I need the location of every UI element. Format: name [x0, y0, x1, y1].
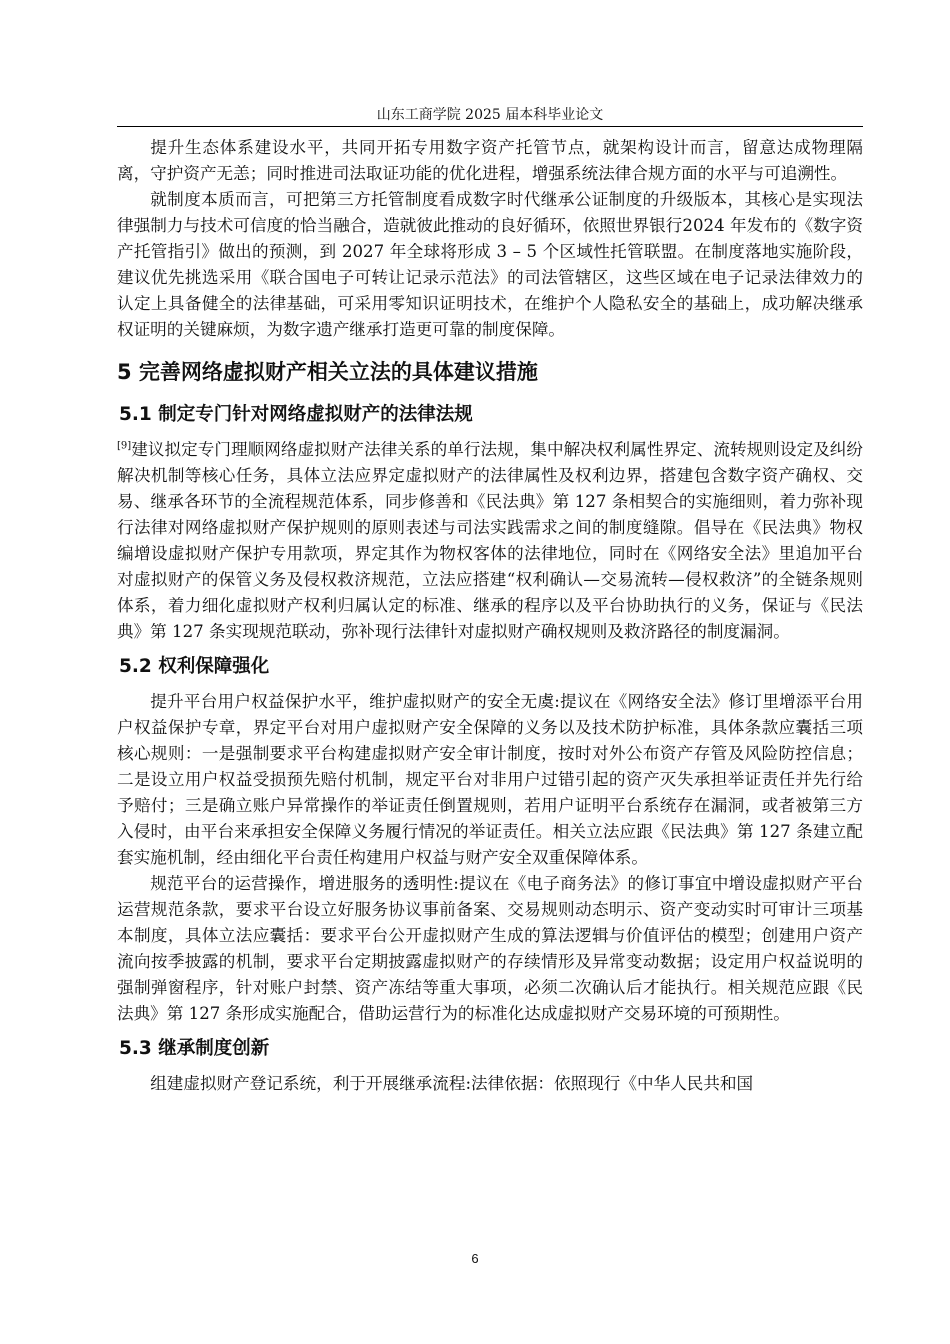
- header-divider: [117, 126, 863, 127]
- section-5-2-paragraph-1: 提升平台用户权益保护水平，维护虚拟财产的安全无虞:提议在《网络安全法》修订里增添平台用户权益保护专章，界定平台对用户虚拟财产安全保障的义务以及技术防护标准，具体条款应囊括三项核心规则：一是强制要求平台构建虚拟财产安全审计制度，按时对外公布资产存管及风险防控信息；二是设立用户权益受损预先赔付机制，规定平台对非用户过错引起的资产灭失承担举证责任并先行给予赔付；三是确立账户异常操作的举证责任倒置规则，若用户证明平台系统存在漏洞，或者被第三方入侵时，由平台来承担安全保障义务履行情况的举证责任。相关立法应跟《民法典》第 127 条建立配套实施机制，经由细化平台责任构建用户权益与财产安全双重保障体系。: [117, 692, 863, 867]
- section-5-3-heading: 5.3 继承制度创新: [119, 1038, 270, 1059]
- intro-paragraph-1: 提升生态体系建设水平，共同开拓专用数字资产托管节点，就架构设计而言，留意达成物理隔离，守护资产无恙；同时推进司法取证功能的优化进程，增强系统法律合规方面的水平与可追溯性。: [117, 138, 863, 183]
- section-5-1-paragraph: [117, 437, 863, 645]
- section-5-2-paragraph-2: 规范平台的运营操作，增进服务的透明性:提议在《电子商务法》的修订事宜中增设虚拟财产平台运营规范条款，要求平台设立好服务协议事前备案、交易规则动态明示、资产变动实时可审计三项基本制度，具体立法应囊括：要求平台公开虚拟财产生成的算法逻辑与价值评估的模型；创建用户资产流向按季披露的机制，要求平台定期披露虚拟财产的存续情形及异常变动数据；设定用户权益说明的强制弹窗程序，针对账户封禁、资产冻结等重大事项，必须二次确认后才能执行。相关规范应跟《民法典》第 127 条形成实施配合，借助运营行为的标准化达成虚拟财产交易环境的可预期性。: [117, 874, 863, 1023]
- document-body: [117, 135, 863, 1097]
- section-5-1-text: 建议拟定专门理顺网络虚拟财产法律关系的单行法规，集中解决权利属性界定、流转规则设定及纠纷解决机制等核心任务，具体立法应界定虚拟财产的法律属性及权利边界，搭建包含数字资产确权、交易、继承各环节的全流程规范体系，同步修善和《民法典》第 127 条相契合的实施细则，着力弥补现行法律对网络虚拟财产保护规则的原则表述与司法实践需求之间的制度缝隙。倡导在《民法典》物权编增设虚拟财产保护专用款项，界定其作为物权客体的法律地位，同时在《网络安全法》里追加平台对虚拟财产的保管义务及侵权救济规范，立法应搭建“权利确认—交易流转—侵权救济”的全链条规则体系，着力细化虚拟财产权利归属认定的标准、继承的程序以及平台协助执行的义务，保证与《民法典》第 127 条实现规范联动，弥补现行法律针对虚拟财产确权规则及救济路径的制度漏洞。: [117, 440, 863, 641]
- section-5-2-heading: 5.2 权利保障强化: [119, 656, 270, 677]
- section-5-heading: 5 完善网络虚拟财产相关立法的具体建议措施: [117, 360, 538, 384]
- section-5-1-heading: 5.1 制定专门针对网络虚拟财产的法律法规: [119, 404, 473, 425]
- intro-paragraph-2: 就制度本质而言，可把第三方托管制度看成数字时代继承公证制度的升级版本，其核心是实现法律强制力与技术可信度的恰当融合，造就彼此推动的良好循环，依照世界银行2024 年发布的《数字资产托管指引》做出的预测，到 2027 年全球将形成 3 – 5 个区域性托管联盟。在制度落地实施阶段，建议优先挑选采用《联合国电子可转让记录示范法》的司法管辖区，这些区域在电子记录法律效力的认定上具备健全的法律基础，可采用零知识证明技术，在维护个人隐私安全的基础上，成功解决继承权证明的关键麻烦，为数字遗产继承打造更可靠的制度保障。: [117, 190, 863, 339]
- section-5-3-paragraph: 组建虚拟财产登记系统，利于开展继承流程:法律依据：依照现行《中华人民共和国: [150, 1074, 754, 1093]
- citation-ref: [9]: [117, 440, 132, 452]
- page-number: 6: [471, 1251, 479, 1266]
- page-header: 山东工商学院 2025 届本科毕业论文: [376, 107, 604, 123]
